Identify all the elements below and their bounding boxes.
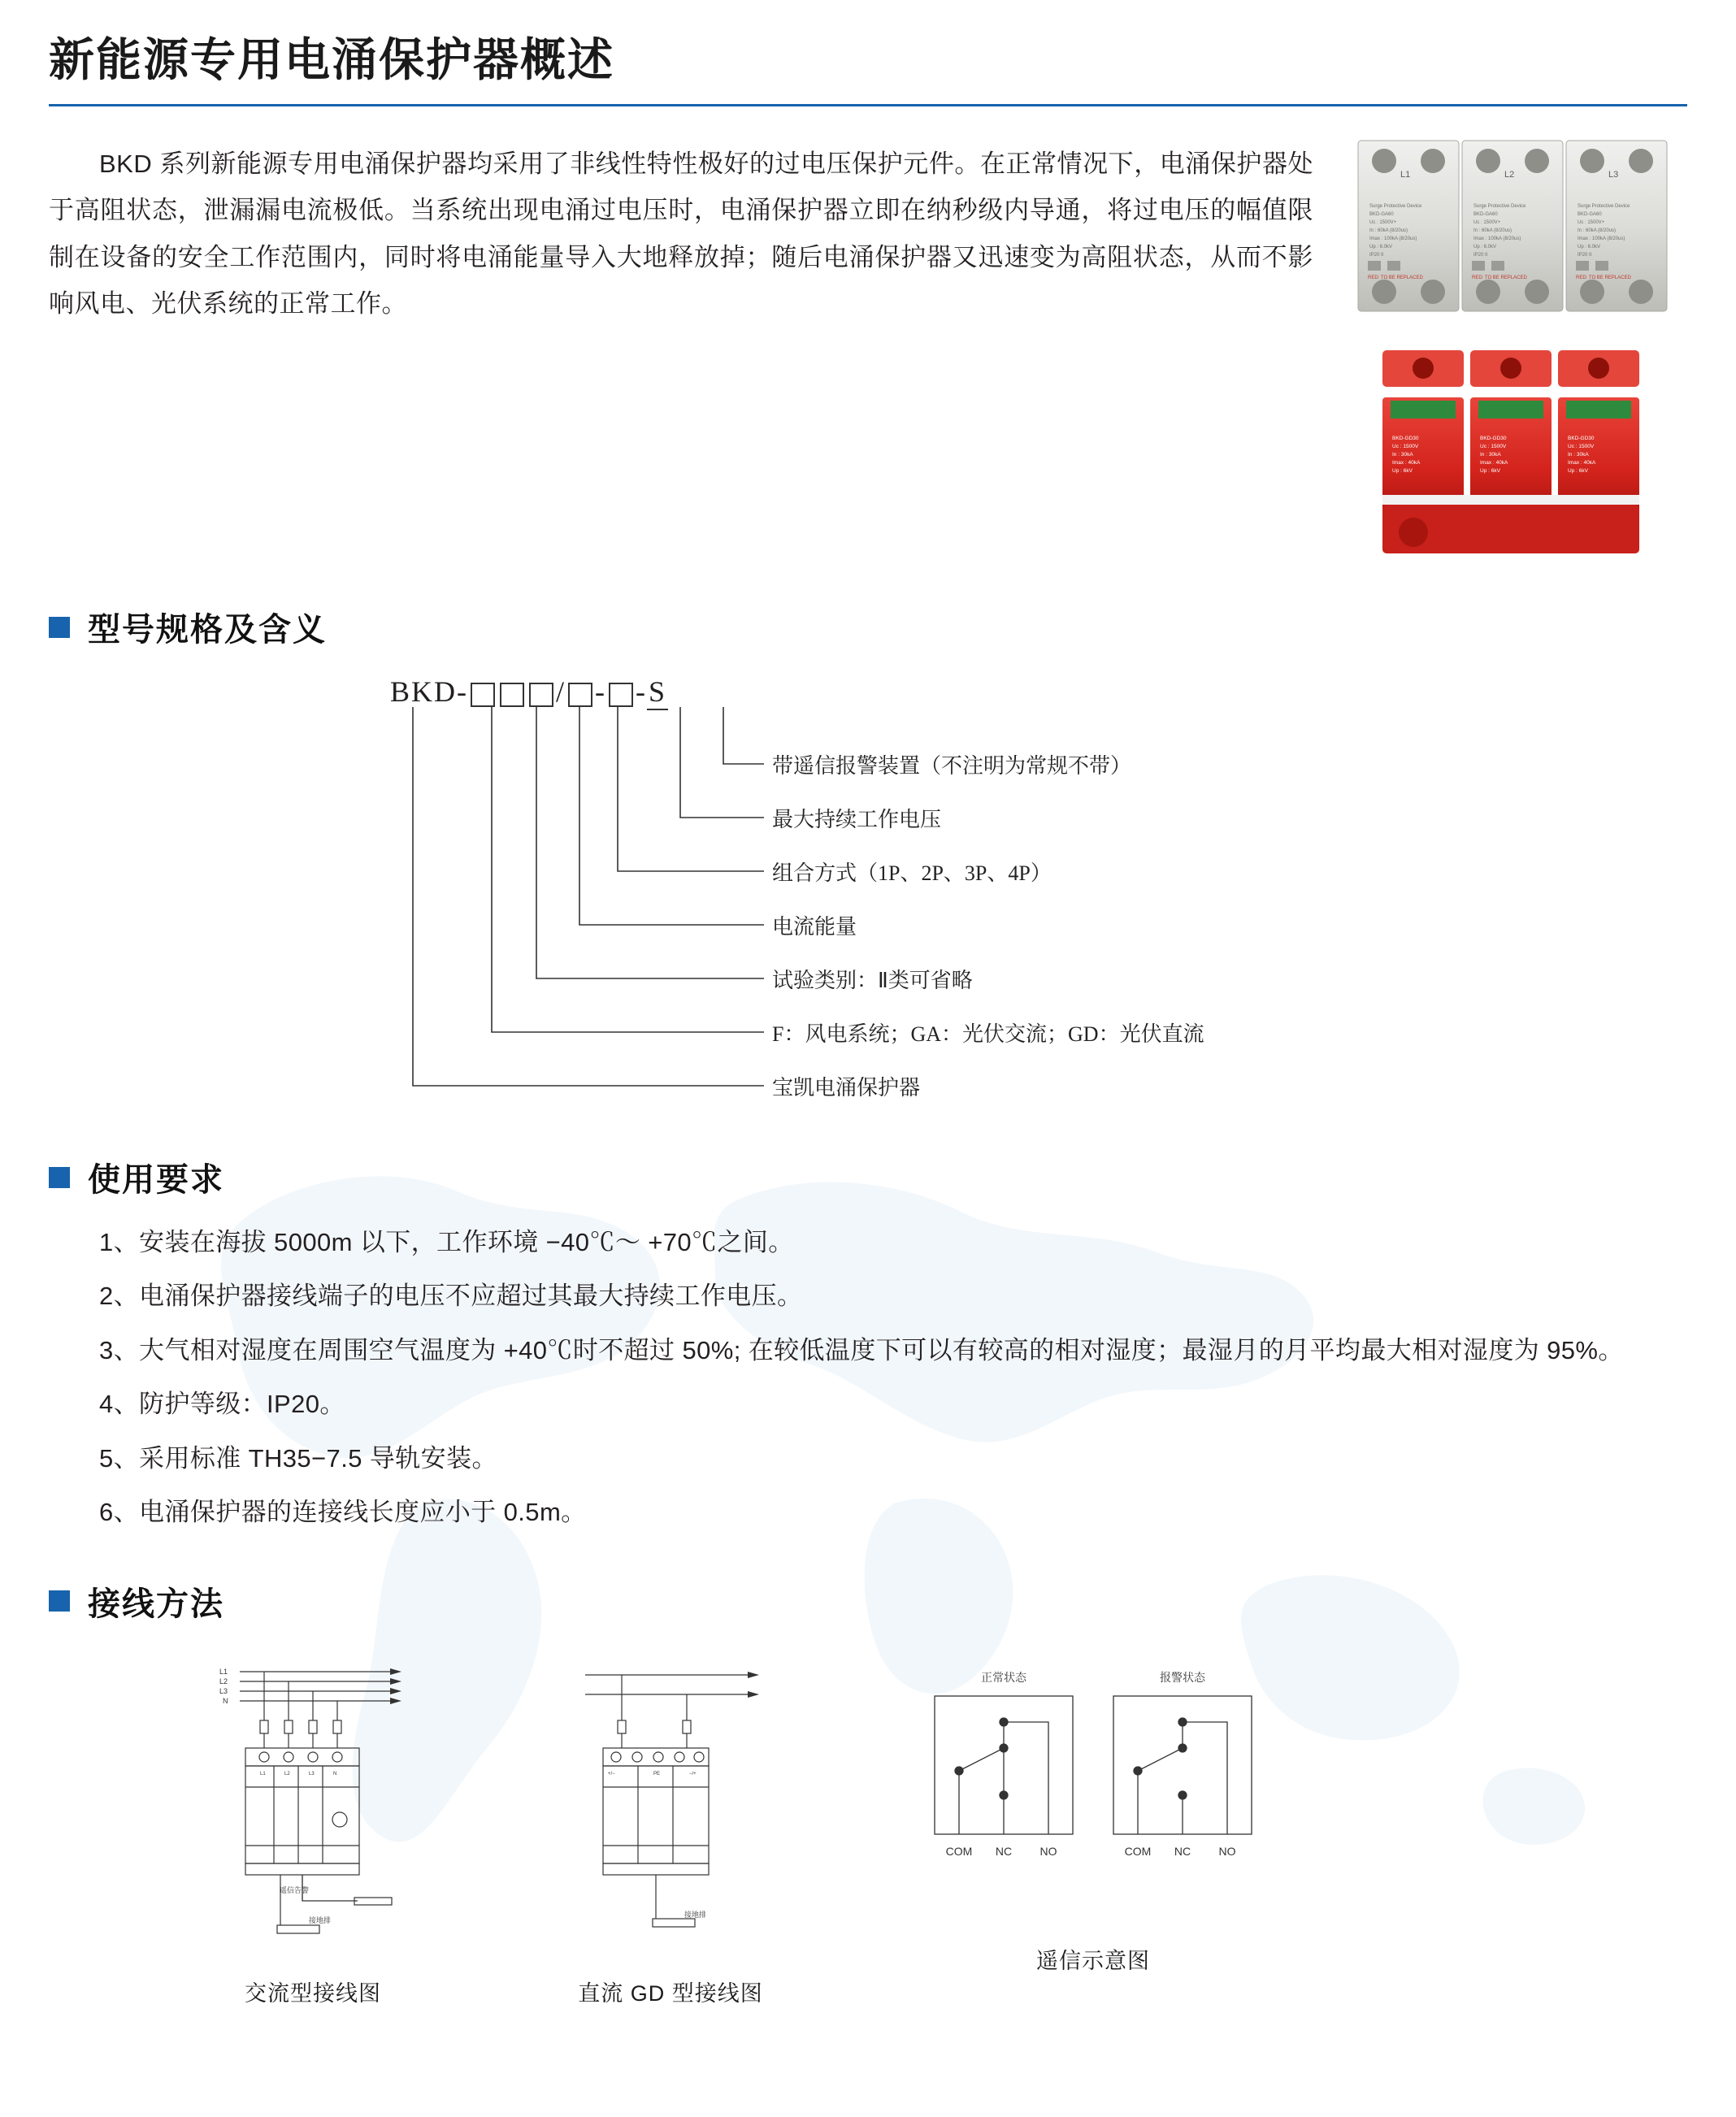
svg-text:正常状态: 正常状态 bbox=[981, 1670, 1026, 1684]
wiring-dc-diagram bbox=[553, 1657, 788, 1958]
svg-text:L2: L2 bbox=[219, 1677, 228, 1685]
svg-text:RED: TO BE REPLACED: RED: TO BE REPLACED bbox=[1368, 275, 1423, 280]
svg-text:Surge Protective Device: Surge Protective Device bbox=[1473, 204, 1526, 209]
svg-text:Up : 6.0kV: Up : 6.0kV bbox=[1473, 245, 1497, 249]
section-title-usage: 使用要求 bbox=[88, 1162, 224, 1198]
model-label-1: 最大持续工作电压 bbox=[772, 808, 942, 831]
svg-text:L3: L3 bbox=[1608, 170, 1619, 180]
svg-text:NO: NO bbox=[1039, 1844, 1057, 1858]
section-title-model: 型号规格及含义 bbox=[88, 612, 327, 648]
svg-text:PE: PE bbox=[653, 1771, 661, 1776]
svg-text:In : 30kA: In : 30kA bbox=[1480, 452, 1501, 458]
wiring-relay-caption: 遥信示意图 bbox=[1036, 1948, 1150, 1973]
svg-text:Up : 6kV: Up : 6kV bbox=[1480, 468, 1500, 474]
model-label-3: 电流能量 bbox=[772, 915, 857, 939]
svg-text:Uc : 1500V: Uc : 1500V bbox=[1568, 444, 1595, 449]
svg-text:Uc : 1500V: Uc : 1500V bbox=[1480, 444, 1507, 449]
section-heading-wiring bbox=[49, 1578, 1687, 1625]
section-heading-model bbox=[49, 604, 1687, 650]
svg-text:接地排: 接地排 bbox=[309, 1915, 332, 1924]
section-heading-usage bbox=[49, 1154, 1687, 1200]
svg-text:接地排: 接地排 bbox=[684, 1910, 707, 1919]
usage-item: 1、安装在海拔 5000m 以下，工作环境 −40℃～ +70℃之间。 bbox=[99, 1228, 794, 1256]
svg-text:RED: TO BE REPLACED: RED: TO BE REPLACED bbox=[1576, 275, 1631, 280]
svg-text:In : 60kA (8/20us): In : 60kA (8/20us) bbox=[1369, 228, 1408, 233]
wiring-ac-caption: 交流型接线图 bbox=[245, 1980, 381, 2006]
usage-item: 2、电涌保护器接线端子的电压不应超过其最大持续工作电压。 bbox=[99, 1282, 803, 1311]
svg-text:RED: TO BE REPLACED: RED: TO BE REPLACED bbox=[1472, 275, 1527, 280]
usage-item: 6、电涌保护器的连接线长度应小于 0.5m。 bbox=[99, 1498, 587, 1527]
svg-text:Imax : 100kA (8/20us): Imax : 100kA (8/20us) bbox=[1473, 236, 1521, 241]
svg-text:N: N bbox=[223, 1696, 228, 1705]
intro-paragraph: BKD 系列新能源专用电涌保护器均采用了非线性特性极好的过电压保护元件。在正常情况下，电涌保护器处于高阻状态，泄漏漏电流极低。当系统出现电涌过电压时，电涌保护器立即在纳秒级内导通，将过电压的幅值限制在设备的安全工作范围内，同时将电涌能量导入大地释放掉；随后电涌保护器又迅速变为高阻状态，从而不影响风电、光伏系统的正常工作。 bbox=[49, 150, 1313, 319]
svg-text:L2: L2 bbox=[284, 1771, 290, 1776]
wiring-ac-diagram bbox=[195, 1657, 431, 1958]
product-photo-ac bbox=[1342, 132, 1683, 319]
svg-text:⏚: ⏚ bbox=[1503, 387, 1512, 397]
svg-text:+/−: +/− bbox=[1397, 387, 1410, 397]
model-slash: / bbox=[556, 675, 566, 708]
title-divider bbox=[49, 104, 1687, 106]
wiring-dc bbox=[553, 1657, 788, 2007]
svg-text:Imax : 40kA: Imax : 40kA bbox=[1480, 460, 1508, 466]
svg-text:BKD-GD30: BKD-GD30 bbox=[1568, 436, 1595, 441]
section-bullet-icon bbox=[49, 1590, 70, 1612]
svg-text:IP20 II: IP20 II bbox=[1578, 253, 1592, 258]
model-label-0: 带遥信报警装置（不注明为常规不带） bbox=[772, 754, 1132, 778]
svg-text:Uc : 1500V+: Uc : 1500V+ bbox=[1369, 220, 1397, 225]
svg-text:BKD-GA60: BKD-GA60 bbox=[1369, 212, 1394, 217]
usage-item: 4、防护等级：IP20。 bbox=[99, 1390, 345, 1419]
page-title: 新能源专用电涌保护器概述 bbox=[49, 34, 614, 85]
svg-text:In : 30kA: In : 30kA bbox=[1392, 452, 1413, 458]
svg-text:L2: L2 bbox=[1504, 170, 1515, 180]
section-title-wiring: 接线方法 bbox=[88, 1586, 224, 1622]
model-label-6: 宝凯电涌保护器 bbox=[772, 1076, 921, 1100]
svg-text:L1: L1 bbox=[1400, 170, 1411, 180]
svg-text:L1: L1 bbox=[219, 1667, 228, 1676]
svg-text:In : 60kA (8/20us): In : 60kA (8/20us) bbox=[1473, 228, 1512, 233]
svg-text:BKD-GA60: BKD-GA60 bbox=[1578, 212, 1602, 217]
svg-text:遥信告警: 遥信告警 bbox=[280, 1885, 310, 1894]
wiring-ac bbox=[195, 1657, 431, 2007]
svg-text:Up : 6kV: Up : 6kV bbox=[1392, 468, 1413, 474]
svg-text:Uc : 1500V: Uc : 1500V bbox=[1392, 444, 1419, 449]
svg-text:−/+: −/+ bbox=[1589, 387, 1602, 397]
svg-text:N: N bbox=[333, 1771, 337, 1776]
model-dash-1: - bbox=[595, 675, 607, 708]
svg-text:Imax : 40kA: Imax : 40kA bbox=[1392, 460, 1421, 466]
svg-text:NC: NC bbox=[1174, 1844, 1191, 1858]
svg-text:+/−: +/− bbox=[608, 1771, 615, 1776]
product-photo-column bbox=[1338, 132, 1687, 563]
svg-text:NC: NC bbox=[995, 1844, 1013, 1858]
svg-text:COM: COM bbox=[945, 1844, 973, 1858]
model-label-5: F：风电系统；GA：光伏交流；GD：光伏直流 bbox=[772, 1022, 1204, 1046]
model-code-diagram bbox=[49, 658, 1687, 1113]
svg-text:报警状态: 报警状态 bbox=[1160, 1670, 1205, 1684]
svg-text:L1: L1 bbox=[260, 1771, 266, 1776]
svg-text:Surge Protective Device: Surge Protective Device bbox=[1369, 204, 1422, 209]
section-bullet-icon bbox=[49, 1167, 70, 1188]
svg-text:BKD-GA60: BKD-GA60 bbox=[1473, 212, 1498, 217]
svg-text:In : 30kA: In : 30kA bbox=[1568, 452, 1589, 458]
section-bullet-icon bbox=[49, 617, 70, 638]
usage-item: 3、大气相对湿度在周围空气温度为 +40℃时不超过 50%; 在较低温度下可以有较高的相对湿度；最湿月的月平均最大相对湿度为 95%。 bbox=[99, 1335, 1624, 1364]
svg-text:Imax : 40kA: Imax : 40kA bbox=[1568, 460, 1596, 466]
svg-text:Imax : 100kA (8/20us): Imax : 100kA (8/20us) bbox=[1369, 236, 1417, 241]
model-label-2: 组合方式（1P、2P、3P、4P） bbox=[772, 861, 1052, 885]
model-dash-2: - bbox=[636, 675, 648, 708]
svg-text:BKD-GD30: BKD-GD30 bbox=[1480, 436, 1507, 441]
model-suffix-s: S bbox=[647, 675, 668, 710]
product-photo-dc bbox=[1350, 344, 1675, 563]
svg-text:IP20 II: IP20 II bbox=[1473, 253, 1488, 258]
svg-text:BKD-GD30: BKD-GD30 bbox=[1392, 436, 1419, 441]
usage-requirement-list bbox=[49, 1218, 1687, 1538]
svg-text:COM: COM bbox=[1124, 1844, 1152, 1858]
wiring-relay bbox=[910, 1657, 1276, 2007]
usage-item: 5、采用标准 TH35−7.5 导轨安装。 bbox=[99, 1443, 497, 1473]
wiring-dc-caption: 直流 GD 型接线图 bbox=[578, 1980, 763, 2006]
svg-text:L3: L3 bbox=[219, 1686, 228, 1695]
svg-text:Up : 6kV: Up : 6kV bbox=[1568, 468, 1588, 474]
intro-section bbox=[49, 132, 1687, 563]
wiring-relay-diagram bbox=[910, 1657, 1276, 1925]
svg-text:Uc : 1500V+: Uc : 1500V+ bbox=[1578, 220, 1605, 225]
svg-text:−/+: −/+ bbox=[689, 1771, 697, 1776]
svg-text:Up : 6.0kV: Up : 6.0kV bbox=[1369, 245, 1393, 249]
svg-text:NO: NO bbox=[1218, 1844, 1236, 1858]
intro-text bbox=[49, 132, 1313, 327]
wiring-diagram-row bbox=[49, 1657, 1687, 2007]
svg-text:In : 60kA (8/20us): In : 60kA (8/20us) bbox=[1578, 228, 1617, 233]
model-prefix: BKD- bbox=[390, 675, 468, 708]
svg-text:Uc : 1500V+: Uc : 1500V+ bbox=[1473, 220, 1501, 225]
model-label-4: 试验类别：Ⅱ类可省略 bbox=[772, 969, 973, 992]
svg-text:Up : 6.0kV: Up : 6.0kV bbox=[1578, 245, 1601, 249]
svg-text:Surge Protective Device: Surge Protective Device bbox=[1578, 204, 1630, 209]
svg-text:Imax : 100kA (8/20us): Imax : 100kA (8/20us) bbox=[1578, 236, 1625, 241]
svg-text:L3: L3 bbox=[309, 1771, 315, 1776]
svg-text:IP20 II: IP20 II bbox=[1369, 253, 1384, 258]
